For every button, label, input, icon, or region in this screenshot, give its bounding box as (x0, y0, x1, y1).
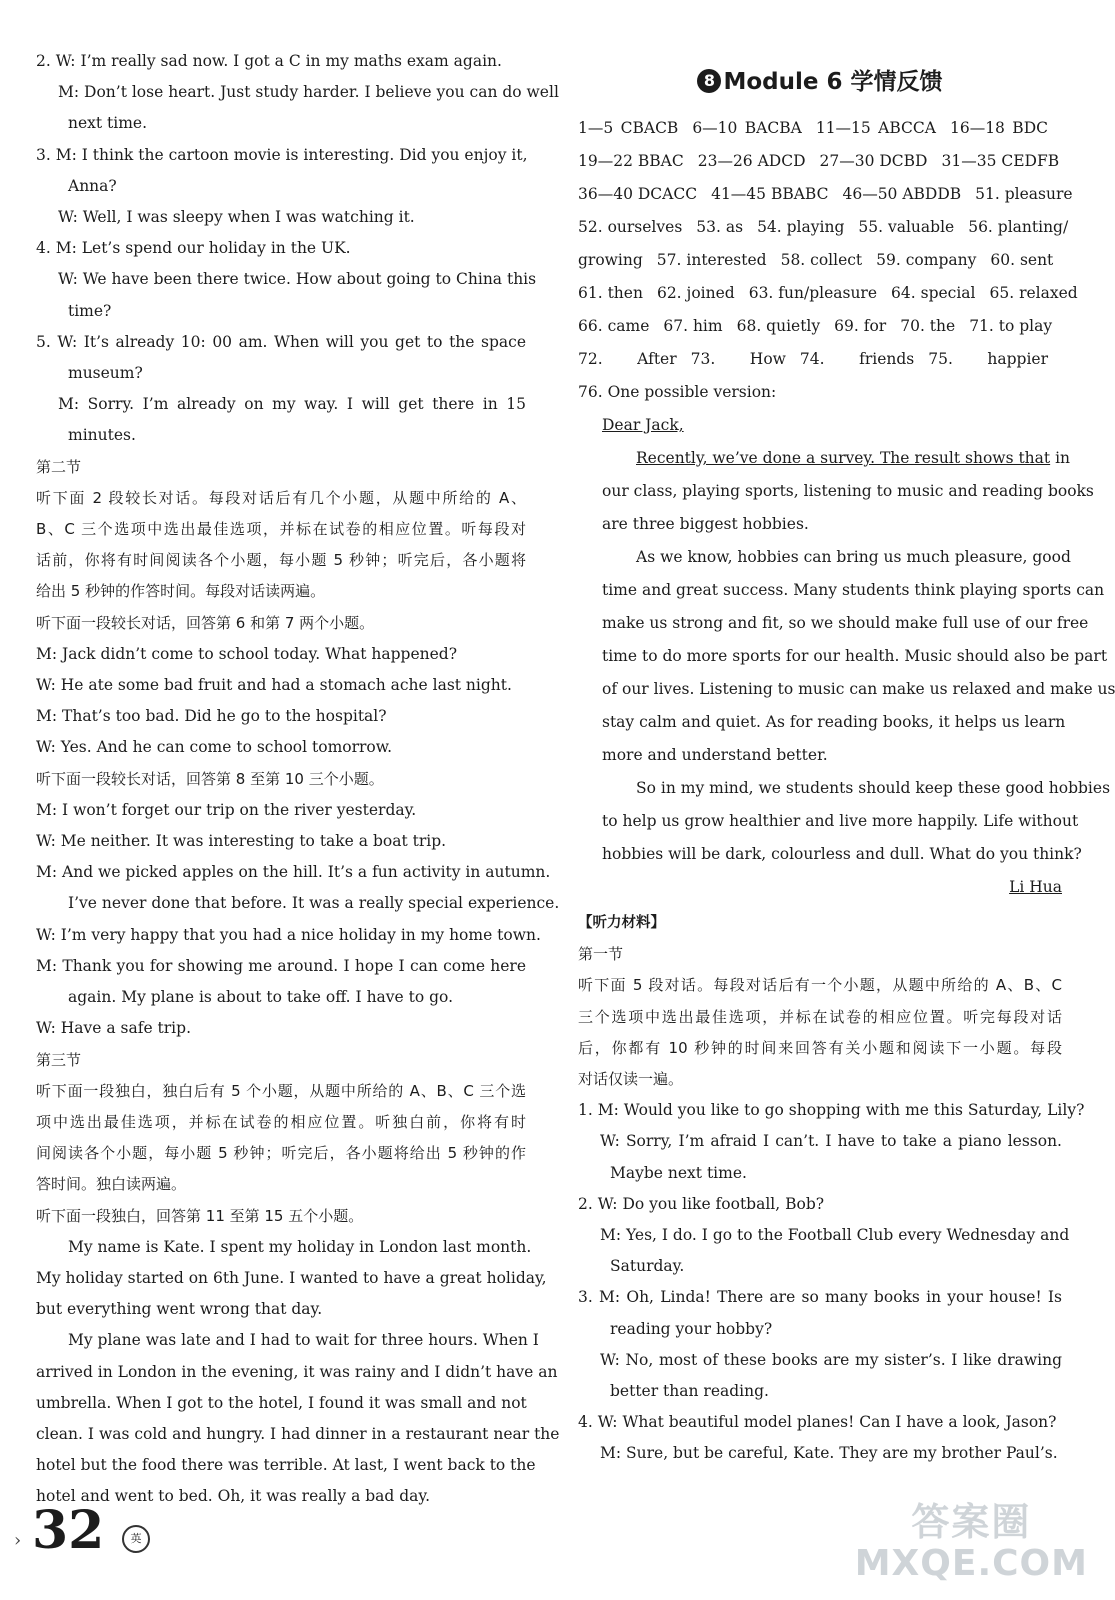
answer-row (578, 310, 1062, 343)
answer-item: 61. then (578, 284, 643, 302)
answer-item: 71. to play (969, 317, 1053, 335)
answer-item: 75. happier (928, 350, 1049, 368)
dialog-line: M: Yes, I do. I go to the Football Club every Wednesday and (600, 1226, 1070, 1245)
dialog-line: 1. M: Would you like to go shopping with me this Saturday, Lily? (578, 1101, 1085, 1120)
answer-row (578, 211, 1069, 244)
letter-line: time to do more sports for our health. Music should also be part (602, 647, 1108, 665)
letter-line: are three biggest hobbies. (602, 515, 809, 533)
answer-item: 73. How (690, 350, 786, 368)
letter-paragraph-3 (602, 772, 1111, 871)
watermark-top-text: 答案圈 (911, 1500, 1032, 1544)
page-arrow-icon: › (14, 1530, 22, 1551)
letter-line: of our lives. Listening to music can make us relaxed and make us (602, 680, 1115, 698)
text-line: umbrella. When I got to the hotel, I found it was small and not (36, 1393, 527, 1412)
answer-item: 63. fun/pleasure (748, 284, 878, 302)
text-line: M: Thank you for showing me around. I hope I can come here (36, 956, 526, 975)
instruction-line: 听下面 5 段对话。每段对话后有一个小题，从题中所给的 A、B、C (578, 976, 1062, 995)
text-line: W: Me neither. It was interesting to take a boat trip. (36, 832, 447, 851)
module-title (578, 62, 1062, 110)
answer-item: 23—26 ADCD (697, 152, 806, 170)
answer-item: 59. company (876, 251, 977, 269)
text-line: Anna? (68, 176, 117, 195)
answer-row (578, 145, 1062, 178)
text-line: 5. W: It’s already 10: 00 am. When will you get to the space (36, 332, 526, 351)
instruction-line: 三个选项中选出最佳选项，并标在试卷的相应位置。听完每段对话 (578, 1007, 1062, 1026)
text-line: My holiday started on 6th June. I wanted to have a great holiday, (36, 1268, 547, 1287)
text-line: clean. I was cold and hungry. I had dinner in a restaurant near the (36, 1424, 560, 1443)
text-line: hotel and went to bed. Oh, it was really a bad day. (36, 1487, 431, 1506)
module-title-text: Module 6 学情反馈 (723, 69, 943, 95)
answer-item: 57. interested (656, 251, 767, 269)
answer-item: 72. After (578, 350, 677, 368)
answer-item: 31—35 CEDFB (941, 152, 1060, 170)
text-line: W: Yes. And he can come to school tomorrow. (36, 738, 393, 757)
page-badge-icon: 英 (122, 1525, 150, 1553)
text-line: B、C 三个选项中选出最佳选项，并标在试卷的相应位置。听每段对 (36, 520, 526, 539)
letter-paragraph-2 (602, 541, 1115, 772)
answer-item: 1—5 CBACB (578, 119, 679, 137)
text-line: 听下面一段独白，回答第 11 至第 15 五个小题。 (36, 1206, 364, 1225)
answer-key (578, 112, 1078, 409)
dialog-line: W: Sorry, I’m afraid I can’t. I have to take a piano lesson. (600, 1132, 1062, 1151)
dialog-line: reading your hobby? (610, 1319, 773, 1338)
text-line: 听下面一段较长对话，回答第 8 至第 10 三个小题。 (36, 769, 384, 788)
text-line: I’ve never done that before. It was a really special experience. (68, 894, 560, 913)
letter-paragraph-1 (602, 475, 1094, 541)
watermark-bottom-text: MXQE.COM (854, 1543, 1088, 1584)
answer-item: 52. ourselves (578, 218, 683, 236)
answer-item: 41—45 BBABC (711, 185, 829, 203)
dialog-line: 2. W: Do you like football, Bob? (578, 1194, 825, 1213)
dialog-line: 3. M: Oh, Linda! There are so many books in your house! Is (578, 1288, 1062, 1307)
dialog-line: 4. W: What beautiful model planes! Can I have a look, Jason? (578, 1413, 1057, 1432)
text-line: 间阅读各个小题，每小题 5 秒钟；听完后，各小题将给出 5 秒钟的作 (36, 1144, 526, 1163)
text-line: 答时间。独白读两遍。 (36, 1175, 187, 1194)
answer-item: 51. pleasure (975, 185, 1073, 203)
right-column (578, 62, 1115, 1470)
letter-line: time and great success. Many students think playing sports can (602, 581, 1105, 599)
text-line: 话前，你将有时间阅读各个小题，每小题 5 秒钟；听完后，各小题将 (36, 551, 526, 570)
text-line: but everything went wrong that day. (36, 1300, 323, 1319)
text-line: time? (68, 301, 112, 320)
text-line: 给出 5 秒钟的作答时间。每段对话读两遍。 (36, 582, 326, 601)
answer-item: 56. planting/ (968, 218, 1069, 236)
answer-item: 60. sent (990, 251, 1054, 269)
answer-item: 58. collect (780, 251, 863, 269)
text-line: museum? (68, 364, 143, 383)
answer-item: 70. the (900, 317, 956, 335)
text-line: M: And we picked apples on the hill. It’s a fun activity in autumn. (36, 863, 551, 882)
section-1-title: 第一节 (578, 945, 624, 964)
answer-item: 62. joined (656, 284, 735, 302)
text-line: 听下面 2 段较长对话。每段对话后有几个小题，从题中所给的 A、 (36, 488, 526, 507)
answer-item: 11—15 ABCCA (815, 119, 936, 137)
answer-item: 53. as (696, 218, 744, 236)
answer-item: 66. came (578, 317, 650, 335)
dialog-line: Saturday. (610, 1257, 685, 1276)
dialog-line: M: Sure, but be careful, Kate. They are my brother Paul’s. (600, 1444, 1058, 1463)
letter-line: make us strong and fit, so we should make full use of our free (602, 614, 1089, 632)
answer-item: 55. valuable (858, 218, 955, 236)
text-line: M: I won’t forget our trip on the river yesterday. (36, 800, 417, 819)
text-line: My name is Kate. I spent my holiday in London last month. (68, 1237, 532, 1256)
letter-line: So in my mind, we students should keep these good hobbies (636, 779, 1111, 797)
dialog-line: Maybe next time. (610, 1163, 747, 1182)
answer-item: 67. him (663, 317, 723, 335)
answer-item: 27—30 DCBD (819, 152, 928, 170)
text-line: 项中选出最佳选项，并标在试卷的相应位置。听独白前，你将有时 (36, 1112, 526, 1131)
text-line: hotel but the food there was terrible. At last, I went back to the (36, 1456, 536, 1475)
section-1-instructions (578, 970, 1062, 1095)
text-line: 4. M: Let’s spend our holiday in the UK. (36, 239, 351, 258)
letter-line: As we know, hobbies can bring us much pleasure, good (636, 548, 1071, 566)
letter-line: our class, playing sports, listening to music and reading books (602, 482, 1094, 500)
letter-line: more and understand better. (602, 746, 828, 764)
answer-row (578, 244, 1062, 277)
text-line: W: He ate some bad fruit and had a stomach ache last night. (36, 676, 512, 695)
text-line: W: Well, I was sleepy when I was watching it. (58, 208, 415, 227)
answer-row (578, 376, 1062, 409)
dialog-line: W: No, most of these books are my sister’s. I like drawing (600, 1350, 1062, 1369)
text-line: 听下面一段较长对话，回答第 6 和第 7 两个小题。 (36, 613, 375, 632)
answer-item: 65. relaxed (989, 284, 1078, 302)
answer-item: growing (578, 251, 643, 269)
letter-line: hobbies will be dark, colourless and dull. What do you think? (602, 845, 1082, 863)
letter-line: to help us grow healthier and live more happily. Life without (602, 812, 1079, 830)
text-line: 2. W: I’m really sad now. I got a C in my maths exam again. (36, 52, 502, 70)
answer-item: 16—18 BDC (949, 119, 1048, 137)
page-number: 32 (32, 1500, 105, 1561)
answer-item: 19—22 BBAC (578, 152, 684, 170)
answer-row (578, 343, 1062, 376)
answer-item: 36—40 DCACC (578, 185, 698, 203)
letter-p1-underlined: Recently, we’ve done a survey. The result shows that (636, 449, 1051, 467)
letter-p1-first (602, 442, 1071, 475)
text-line: M: Don’t lose heart. Just study harder. I believe you can do well (58, 83, 559, 102)
answer-item: 54. playing (757, 218, 845, 236)
answer-row (578, 112, 1062, 145)
left-column (36, 46, 560, 1513)
text-line: W: Have a safe trip. (36, 1019, 191, 1038)
text-line: 听下面一段独白，独白后有 5 个小题，从题中所给的 A、B、C 三个选 (36, 1081, 526, 1100)
text-line: W: We have been there twice. How about going to China this (58, 270, 537, 289)
text-line: 第二节 (36, 457, 82, 476)
answer-item: 64. special (891, 284, 976, 302)
instruction-line: 对话仅读一遍。 (578, 1070, 684, 1089)
letter-greeting: Dear Jack, (602, 416, 684, 434)
dialog-transcripts (578, 1095, 1085, 1469)
answer-item: 74. friends (799, 350, 915, 368)
text-line: minutes. (68, 426, 136, 445)
answer-item: 46—50 ABDDB (842, 185, 962, 203)
letter-signature: Li Hua (1009, 878, 1062, 896)
answer-row (578, 178, 1073, 211)
text-line: 第三节 (36, 1050, 82, 1069)
text-line: arrived in London in the evening, it was rainy and I didn’t have an (36, 1362, 558, 1381)
letter-p1-first-rest: in (1050, 449, 1071, 467)
text-line: 3. M: I think the cartoon movie is interesting. Did you enjoy it, (36, 145, 528, 164)
text-line: W: I’m very happy that you had a nice holiday in my home town. (36, 925, 541, 944)
text-line: M: Jack didn’t come to school today. What happened? (36, 644, 458, 663)
answer-row (578, 277, 1078, 310)
text-line: M: That’s too bad. Did he go to the hospital? (36, 707, 387, 726)
answer-item: 76. One possible version: (578, 383, 777, 401)
text-line: My plane was late and I had to wait for three hours. When I (68, 1331, 539, 1350)
listening-header: 【听力材料】 (578, 915, 665, 931)
dialog-line: better than reading. (610, 1382, 769, 1401)
answer-item: 6—10 BACBA (692, 119, 802, 137)
text-line: again. My plane is about to take off. I have to go. (68, 988, 454, 1007)
answer-item: 68. quietly (736, 317, 821, 335)
answer-item: 69. for (834, 317, 887, 335)
text-line: next time. (68, 114, 148, 133)
text-line: M: Sorry. I’m already on my way. I will get there in 15 (58, 395, 526, 414)
instruction-line: 后，你都有 10 秒钟的时间来回答有关小题和阅读下一小题。每段 (578, 1038, 1062, 1057)
watermark-logo (855, 1500, 1088, 1584)
letter (578, 409, 1115, 904)
module-number-badge: 8 (697, 69, 721, 93)
letter-line: stay calm and quiet. As for reading books, it helps us learn (602, 713, 1066, 731)
